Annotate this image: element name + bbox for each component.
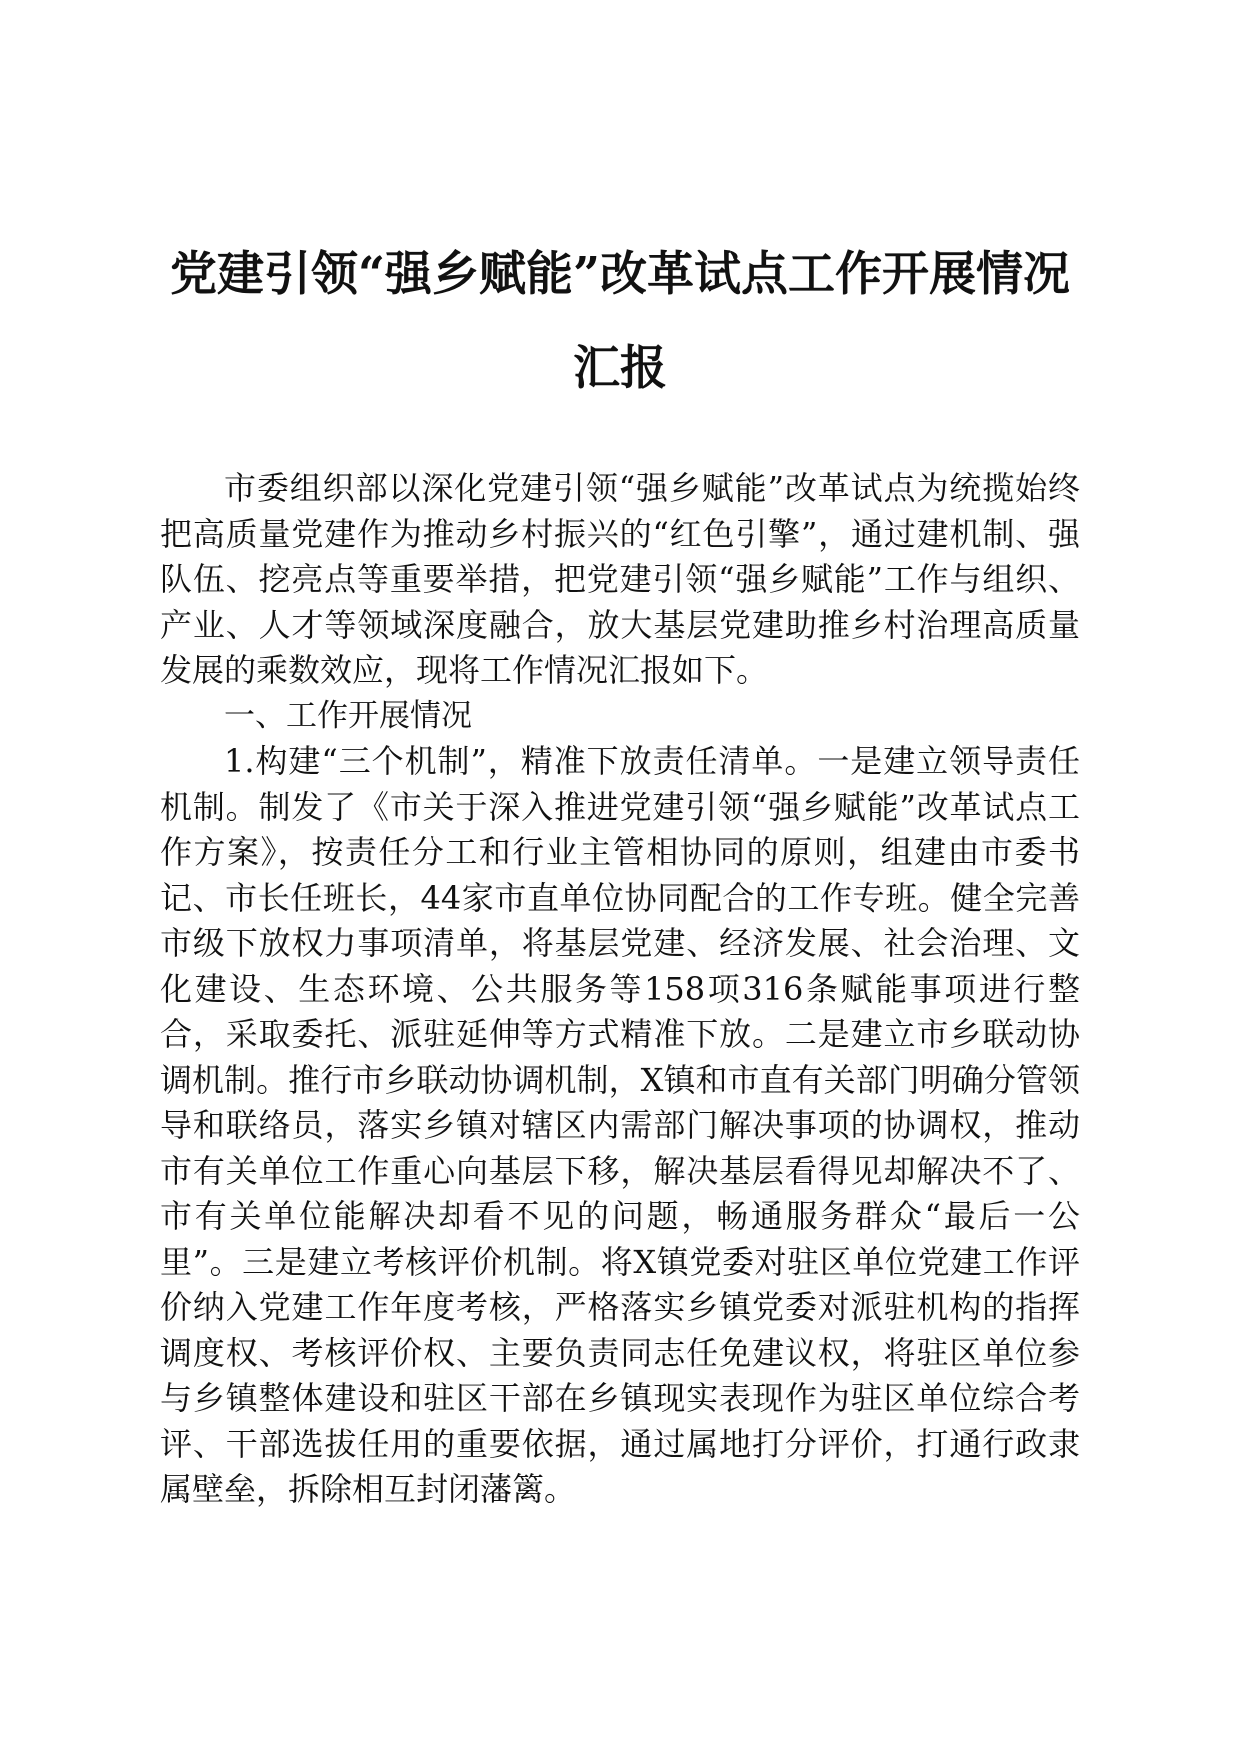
document-body — [160, 466, 1080, 1513]
section-heading: 一、工作开展情况 — [224, 697, 472, 734]
title-line-2: 汇报 — [573, 341, 667, 396]
intro-paragraph: 市委组织部以深化党建引领“强乡赋能”改革试点为统揽始终把高质量党建作为推动乡村振兴的“红色引擎”，通过建机制、强队伍、挖亮点等重要举措，把党建引领“强乡赋能”工作与组织、产业、人才等领域深度融合，放大基层党建助推乡村治理高质量发展的乘数效应，现将工作情况汇报如下。 — [160, 469, 1080, 689]
paragraph-1: 1.构建“三个机制”，精准下放责任清单。一是建立领导责任机制。制发了《市关于深入推进党建引领“强乡赋能”改革试点工作方案》，按责任分工和行业主管相协同的原则，组建由市委书记、市长任班长，44家市直单位协同配合的工作专班。健全完善市级下放权力事项清单，将基层党建、经济发展、社会治理、文化建设、生态环境、公共服务等158项316条赋能事项进行整合，采取委托、派驻延伸等方式精准下放。二是建立市乡联动协调机制。推行市乡联动协调机制，X镇和市直有关部门明确分管领导和联络员，落实乡镇对辖区内需部门解决事项的协调权，推动市有关单位工作重心向基层下移，解决基层看得见却解决不了、市有关单位能解决却看不见的问题，畅通服务群众“最后一公里”。三是建立考核评价机制。将X镇党委对驻区单位党建工作评价纳入党建工作年度考核，严格落实乡镇党委对派驻机构的指挥调度权、考核评价权、主要负责同志任免建议权，将驻区单位参与乡镇整体建设和驻区干部在乡镇现实表现作为驻区单位综合考评、干部选拔任用的重要依据，通过属地打分评价，打通行政隶属壁垒，拆除相互封闭藩篱。 — [160, 742, 1080, 1508]
document-title — [150, 228, 1090, 416]
title-line-1: 党建引领“强乡赋能”改革试点工作开展情况 — [169, 247, 1071, 302]
